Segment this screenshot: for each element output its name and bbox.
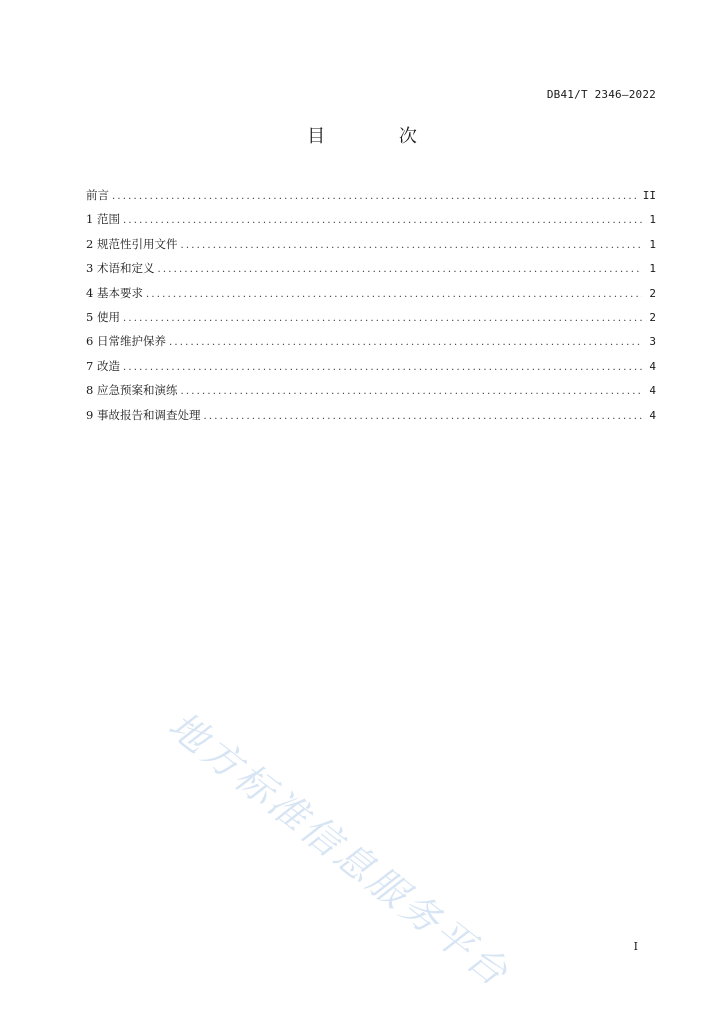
toc-entry-use[interactable] [86, 307, 656, 331]
page-number: I [633, 940, 638, 953]
toc-entry-page: 4 [649, 359, 656, 373]
toc-entry-maintenance[interactable] [86, 331, 656, 355]
table-of-contents [86, 185, 656, 429]
toc-entry-page: 3 [649, 335, 656, 349]
toc-leader-dots [169, 333, 642, 353]
toc-entry-label: 2 规范性引用文件 [86, 236, 178, 251]
toc-entry-label: 9 事故报告和调查处理 [86, 407, 201, 422]
toc-entry-label: 7 改造 [86, 358, 120, 373]
toc-entry-page: II [642, 189, 656, 202]
toc-leader-dots [123, 211, 642, 231]
toc-entry-basic-requirements[interactable] [86, 283, 656, 307]
toc-entry-label: 5 使用 [86, 309, 120, 324]
toc-entry-terms-definitions[interactable] [86, 258, 656, 282]
toc-leader-dots [157, 260, 642, 280]
toc-entry-page: 4 [649, 384, 656, 398]
toc-leader-dots [180, 382, 642, 402]
toc-entry-page: 2 [649, 310, 656, 324]
toc-entry-emergency-plan[interactable] [86, 380, 656, 404]
toc-leader-dots [123, 358, 642, 378]
toc-entry-label: 3 术语和定义 [86, 261, 155, 276]
toc-entry-page: 1 [649, 262, 656, 276]
toc-entry-label: 4 基本要求 [86, 285, 143, 300]
toc-entry-page: 1 [649, 213, 656, 227]
toc-entry-normative-references[interactable] [86, 234, 656, 258]
toc-entry-modification[interactable] [86, 356, 656, 380]
toc-leader-dots [203, 407, 642, 427]
toc-entry-page: 1 [649, 237, 656, 251]
toc-entry-label: 8 应急预案和演练 [86, 383, 178, 398]
toc-leader-dots [123, 309, 642, 329]
toc-leader-dots [146, 285, 642, 305]
toc-entry-accident-report[interactable] [86, 405, 656, 429]
toc-entry-label: 1 范围 [86, 212, 120, 227]
toc-entry-label: 6 日常维护保养 [86, 334, 166, 349]
toc-title: 目 次 [307, 126, 451, 147]
toc-entry-preface[interactable] [86, 185, 656, 209]
toc-entry-scope[interactable] [86, 209, 656, 233]
toc-entry-label: 前言 [86, 188, 109, 202]
document-code: DB41/T 2346—2022 [546, 88, 656, 101]
toc-entry-page: 4 [649, 408, 656, 422]
watermark: 地方标准信息服务平台 [160, 702, 519, 997]
toc-leader-dots [180, 236, 642, 256]
toc-entry-page: 2 [649, 286, 656, 300]
toc-leader-dots [112, 187, 639, 207]
